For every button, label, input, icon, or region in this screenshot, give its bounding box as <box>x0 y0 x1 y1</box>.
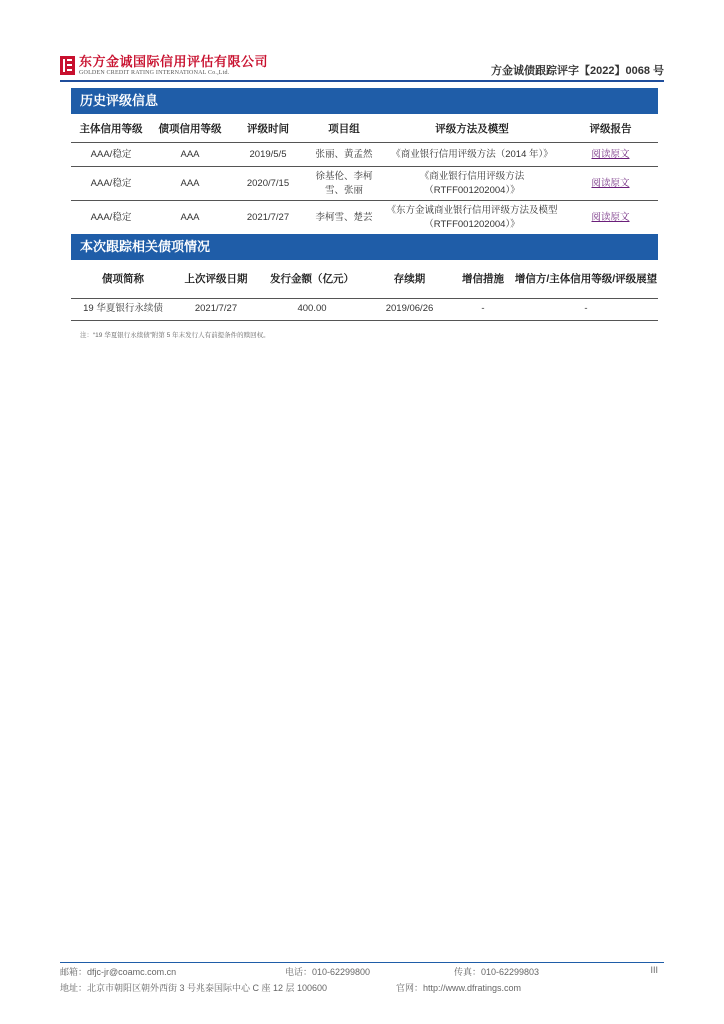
read-report-link[interactable]: 阅读原文 <box>591 177 630 189</box>
column-header: 主体信用等级 <box>71 114 151 143</box>
guarantor-info: - <box>514 298 658 320</box>
column-header: 发行金额（亿元） <box>257 260 367 298</box>
page-header <box>60 56 664 80</box>
column-header: 评级报告 <box>563 114 658 143</box>
table-header-row <box>71 114 658 143</box>
header-divider <box>60 80 664 82</box>
tracking-section-title: 本次跟踪相关债项情况 <box>71 234 658 260</box>
rating-date: 2021/7/27 <box>229 201 307 235</box>
page-footer <box>60 965 664 997</box>
issuer-rating: AAA/稳定 <box>71 201 151 235</box>
tracked-issues-table <box>71 260 658 321</box>
table-header-row <box>71 260 658 298</box>
issuer-rating: AAA/稳定 <box>71 143 151 167</box>
column-header: 增信方/主体信用等级/评级展望 <box>514 260 658 298</box>
issue-amount: 400.00 <box>257 298 367 320</box>
footer-fax: 传真：010-62299803 <box>454 967 540 977</box>
last-rating-date: 2021/7/27 <box>175 298 257 320</box>
column-header: 上次评级日期 <box>175 260 257 298</box>
table-row <box>71 167 658 201</box>
table-row <box>71 143 658 167</box>
rating-method: 《商业银行信用评级方法（2014 年）》 <box>381 143 563 167</box>
read-report-link[interactable]: 阅读原文 <box>591 211 630 223</box>
company-name-en: GOLDEN CREDIT RATING INTERNATIONAL Co.,Ltd. <box>79 70 230 76</box>
company-logo <box>60 56 268 78</box>
column-header: 评级方法及模型 <box>381 114 563 143</box>
rating-method: 《东方金诚商业银行信用评级方法及模型（RTFF001202004）》 <box>381 201 563 235</box>
column-header: 存续期 <box>367 260 452 298</box>
issuer-rating: AAA/稳定 <box>71 167 151 201</box>
column-header: 债项简称 <box>71 260 175 298</box>
column-header: 项目组 <box>307 114 381 143</box>
footer-address: 地址：北京市朝阳区朝外西街 3 号兆泰国际中心 C 座 12 层 100600 <box>60 983 328 993</box>
table-row <box>71 201 658 235</box>
footer-website[interactable]: 官网：http://www.dfratings.com <box>396 983 522 993</box>
page-number: III <box>650 965 658 975</box>
project-team: 李柯雪、楚芸 <box>307 201 381 235</box>
rating-date: 2020/7/15 <box>229 167 307 201</box>
history-section-title: 历史评级信息 <box>71 88 658 114</box>
term: 2019/06/26 <box>367 298 452 320</box>
document-number: 方金诚债跟踪评字【2022】0068 号 <box>491 65 664 77</box>
issue-name: 19 华夏银行永续债 <box>71 298 175 320</box>
table-note: 注：“19 华夏银行永续债”附第 5 年末发行人有前提条件的赎回权。 <box>80 332 270 339</box>
issue-rating: AAA <box>151 167 229 201</box>
issue-rating: AAA <box>151 201 229 235</box>
footer-phone: 电话：010-62299800 <box>285 967 371 977</box>
company-name-cn: 东方金诚国际信用评估有限公司 <box>79 55 269 70</box>
logo-icon <box>60 56 75 75</box>
read-report-link[interactable]: 阅读原文 <box>591 148 630 160</box>
table-row <box>71 298 658 320</box>
issue-rating: AAA <box>151 143 229 167</box>
project-team: 张丽、黄孟然 <box>307 143 381 167</box>
footer-divider <box>60 962 664 963</box>
column-header: 债项信用等级 <box>151 114 229 143</box>
credit-enhancement: - <box>452 298 514 320</box>
rating-history-table <box>71 114 658 235</box>
rating-method: 《商业银行信用评级方法（RTFF001202004）》 <box>381 167 563 201</box>
project-team: 徐基伦、李柯雪、张丽 <box>307 167 381 201</box>
rating-date: 2019/5/5 <box>229 143 307 167</box>
footer-email: 邮箱：dfjc-jr@coamc.com.cn <box>60 967 177 977</box>
column-header: 评级时间 <box>229 114 307 143</box>
column-header: 增信措施 <box>452 260 514 298</box>
